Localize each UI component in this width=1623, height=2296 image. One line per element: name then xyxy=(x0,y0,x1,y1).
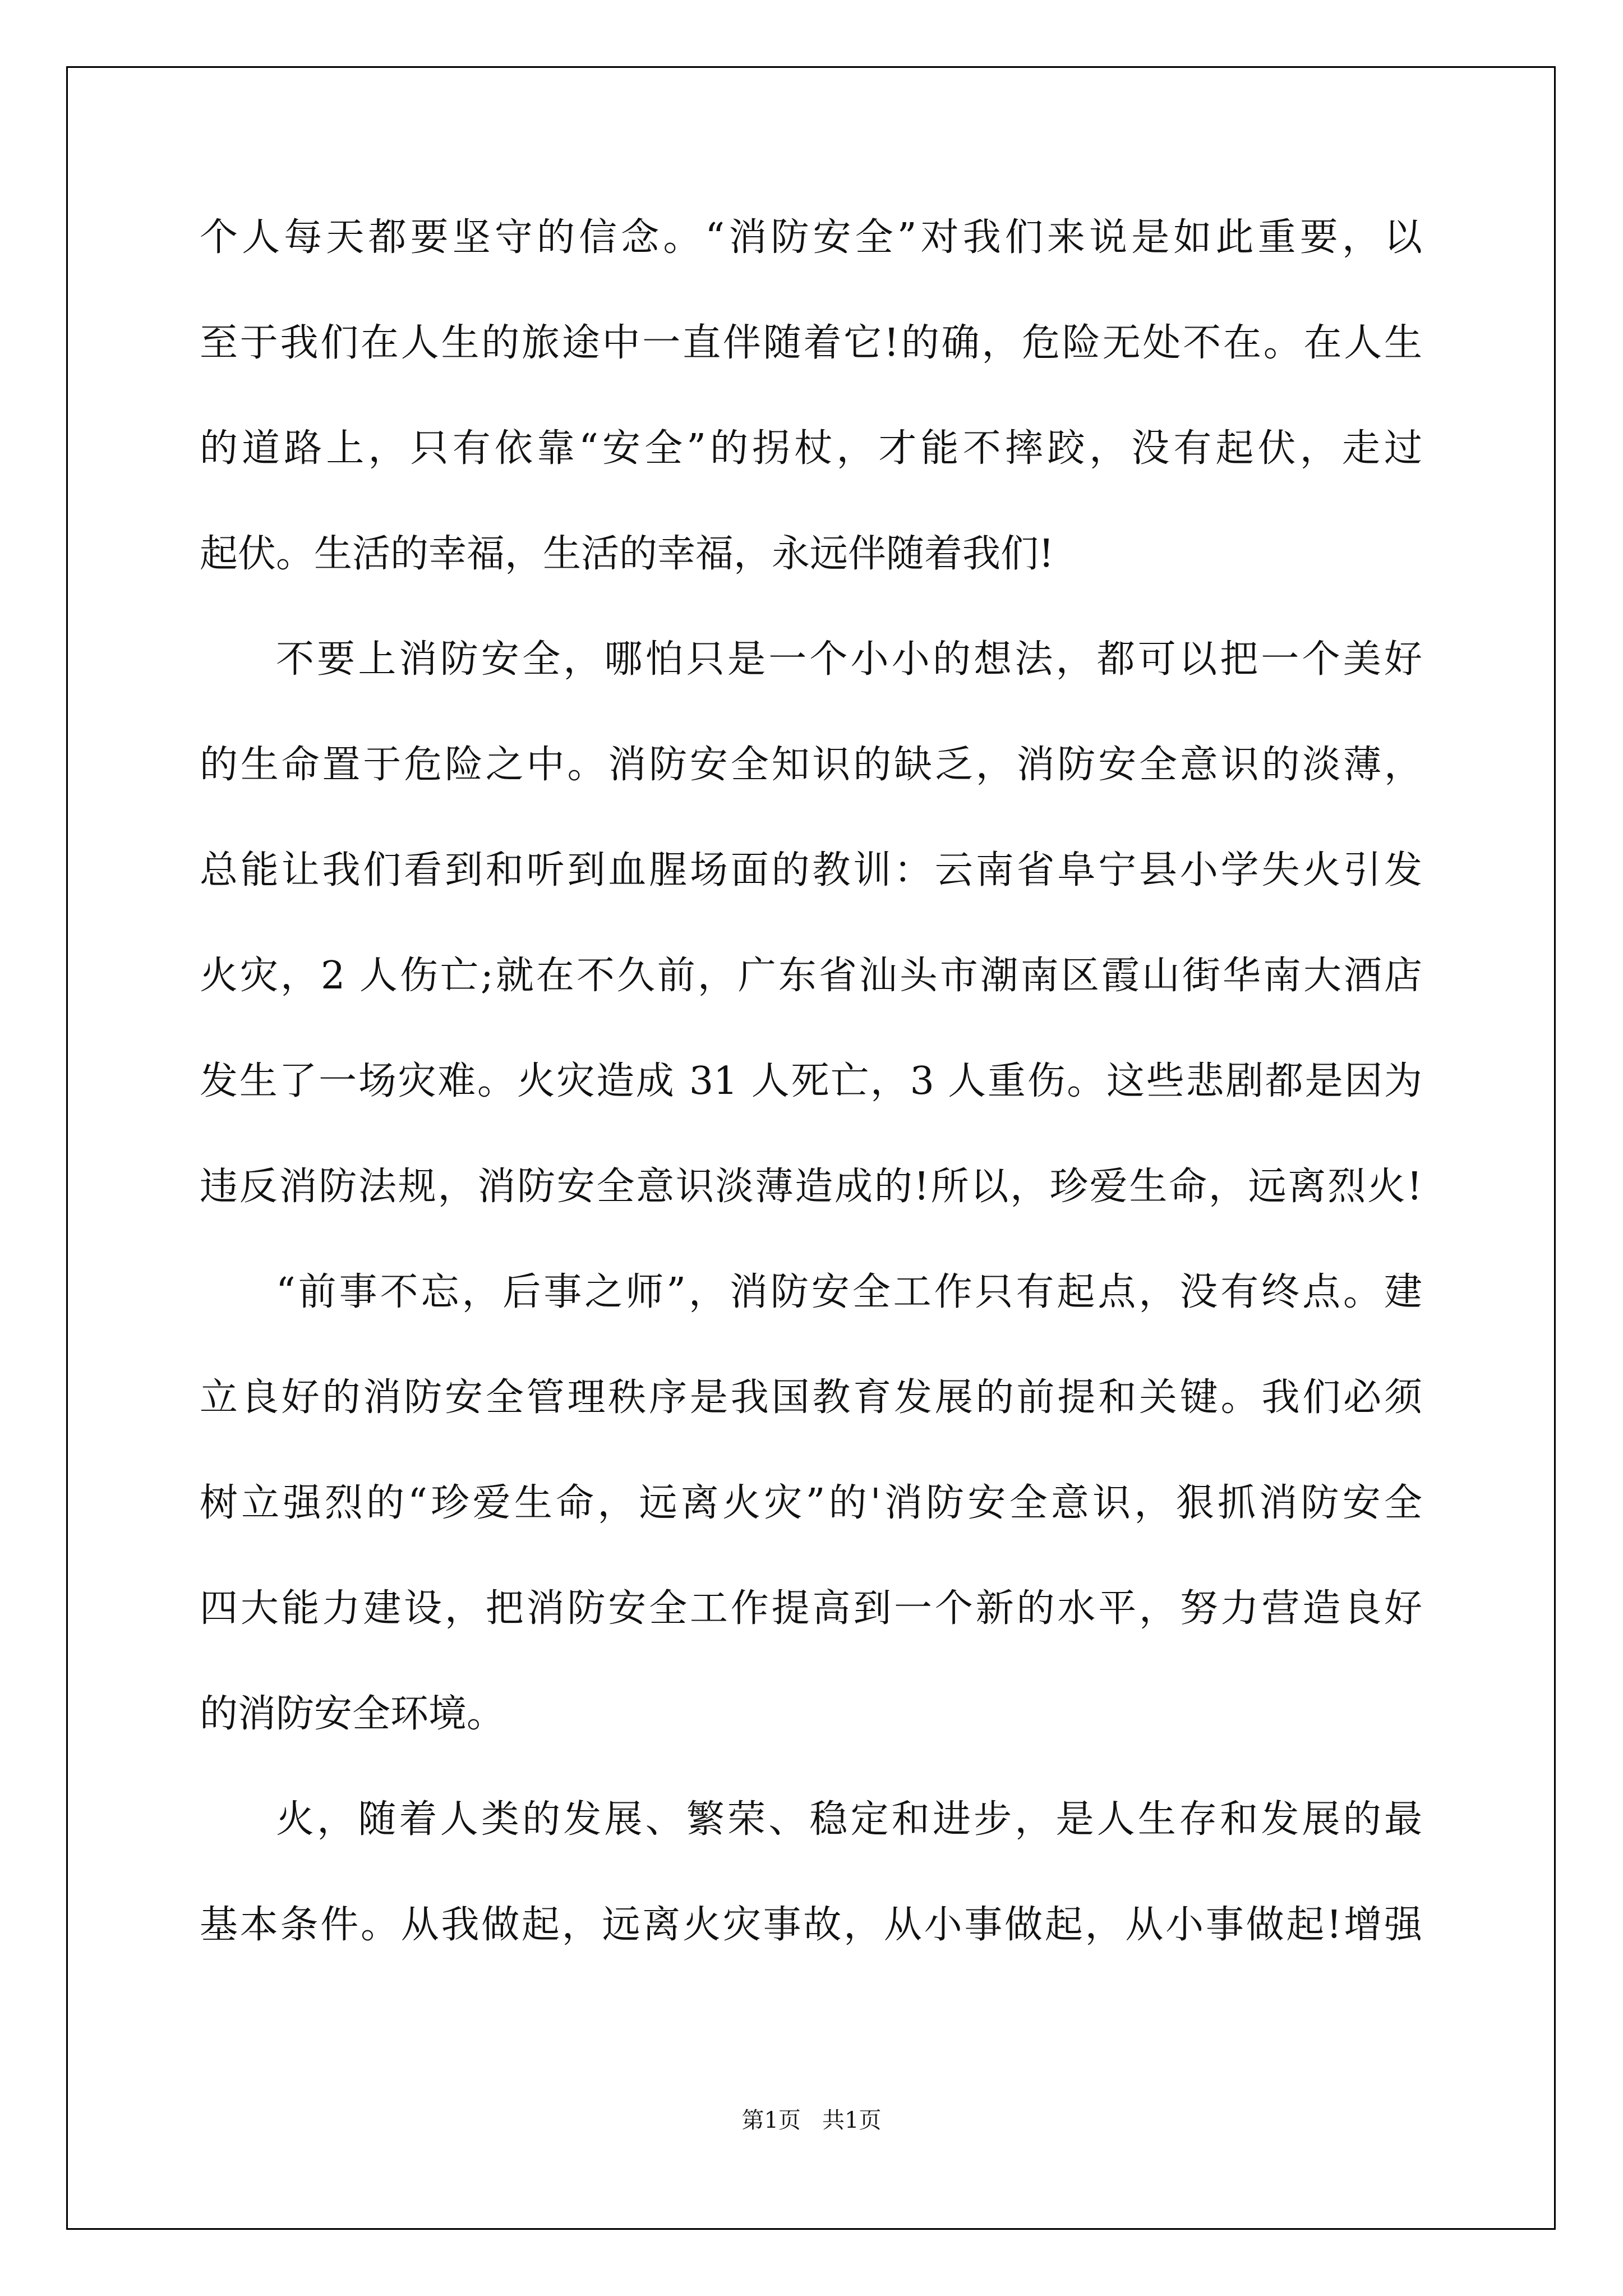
text-line: “前事不忘，后事之师”，消防安全工作只有起点，没有终点。建 xyxy=(276,1270,1422,1314)
page-footer: 第1页 共1页 xyxy=(741,2108,882,2133)
text-line: 起伏。生活的幸福，生活的幸福，永远伴随着我们! xyxy=(200,532,1054,576)
text-line: 发生了一场灾难。火灾造成 31 人死亡，3 人重伤。这些悲剧都是因为 xyxy=(200,1059,1422,1103)
text-line: 四大能力建设，把消防安全工作提高到一个新的水平，努力营造良好 xyxy=(200,1586,1422,1631)
document-body xyxy=(200,185,1422,1978)
text-line: 个人每天都要坚守的信念。“消防安全”对我们来说是如此重要，以 xyxy=(200,215,1422,260)
text-line: 至于我们在人生的旅途中一直伴随着它!的确，危险无处不在。在人生 xyxy=(200,321,1422,365)
text-line: 立良好的消防安全管理秩序是我国教育发展的前提和关键。我们必须 xyxy=(200,1375,1422,1420)
text-line: 火灾，2 人伤亡;就在不久前，广东省汕头市潮南区霞山街华南大酒店 xyxy=(200,954,1422,998)
text-line: 火，随着人类的发展、繁荣、稳定和进步，是人生存和发展的最 xyxy=(276,1797,1422,1842)
text-line: 基本条件。从我做起，远离火灾事故，从小事做起，从小事做起!增强 xyxy=(200,1903,1422,1947)
text-line: 总能让我们看到和听到血腥场面的教训：云南省阜宁县小学失火引发 xyxy=(200,848,1422,892)
text-line: 的道路上，只有依靠“安全”的拐杖，才能不摔跤，没有起伏，走过 xyxy=(200,426,1422,471)
text-line: 的生命置于危险之中。消防安全知识的缺乏，消防安全意识的淡薄， xyxy=(200,743,1422,787)
text-line: 树立强烈的“珍爱生命，远离火灾”的'消防安全意识，狠抓消防安全 xyxy=(200,1481,1422,1525)
text-line: 违反消防法规，消防安全意识淡薄造成的!所以，珍爱生命，远离烈火! xyxy=(200,1165,1422,1209)
text-line: 的消防安全环境。 xyxy=(200,1692,505,1736)
text-line: 不要上消防安全，哪怕只是一个小小的想法，都可以把一个美好 xyxy=(276,637,1422,682)
